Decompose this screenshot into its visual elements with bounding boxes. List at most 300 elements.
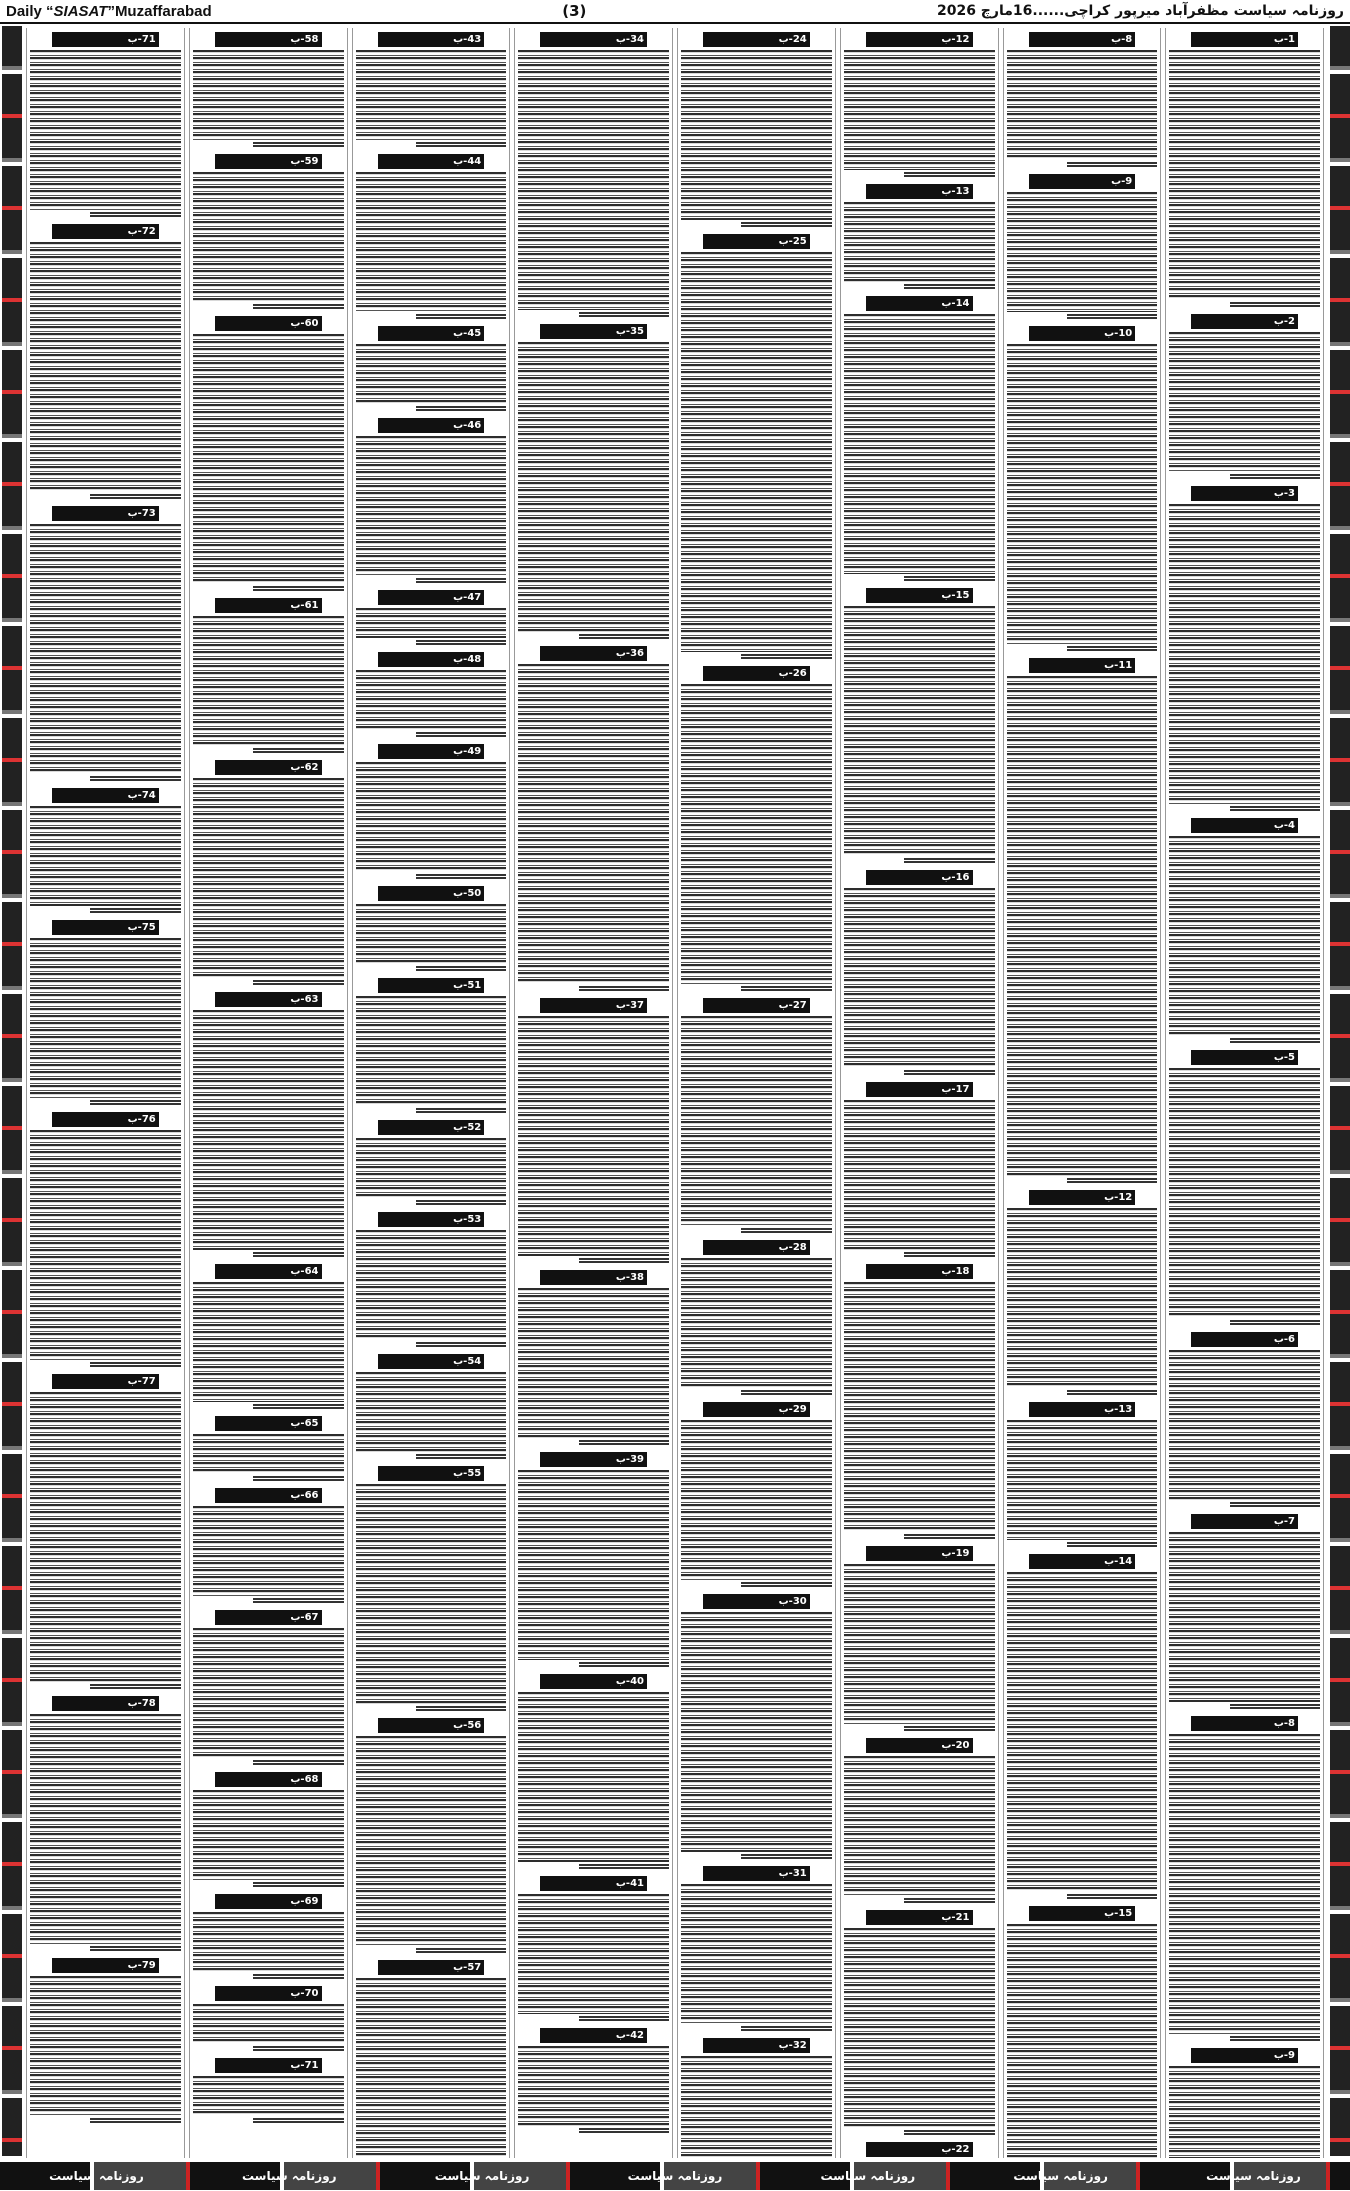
news-item-tag [378, 418, 485, 433]
news-item [1007, 174, 1158, 320]
news-item-tag [1191, 1332, 1298, 1347]
news-item-tag [1191, 32, 1298, 47]
news-item [30, 1112, 181, 1368]
news-item-number: 69-ب [290, 1896, 319, 1907]
news-item-tag [378, 326, 485, 341]
news-item-tag [866, 1264, 973, 1279]
news-item-tag [866, 588, 973, 603]
news-item-text [518, 1470, 669, 1660]
news-item-number: 62-ب [290, 762, 319, 773]
news-item-closing-line [904, 284, 994, 290]
news-item-closing-line [579, 1864, 669, 1870]
news-item-text [356, 1736, 507, 1946]
news-item-text [844, 314, 995, 574]
news-item-closing-line [90, 494, 180, 500]
news-item-text [518, 1692, 669, 1862]
news-item-tag [378, 1466, 485, 1481]
news-item-closing-line [416, 732, 506, 738]
news-item-tag [703, 2038, 810, 2053]
footer-label: روزنامہ سیاست [1206, 2169, 1301, 2183]
news-item [1007, 1402, 1158, 1548]
news-item-closing-line [904, 172, 994, 178]
news-item-tag [866, 1546, 973, 1561]
news-item [681, 32, 832, 228]
news-item [844, 870, 995, 1076]
news-item-number: 9-ب [1111, 176, 1133, 187]
news-column [26, 28, 185, 2158]
news-item-number: 50-ب [453, 888, 482, 899]
news-item-number: 2-ب [1273, 316, 1295, 327]
news-item-number: 9-ب [1273, 2050, 1295, 2061]
news-item-number: 36-ب [615, 648, 644, 659]
page-number: (3) [562, 2, 587, 20]
news-item-tag [378, 1212, 485, 1227]
news-item [356, 326, 507, 412]
news-item-closing-line [741, 2026, 831, 2032]
news-item-number: 12-ب [941, 34, 970, 45]
news-item-closing-line [416, 966, 506, 972]
news-item-text [1169, 1350, 1320, 1500]
news-item-number: 43-ب [453, 34, 482, 45]
news-item-tag [1029, 1554, 1136, 1569]
news-item [193, 1416, 344, 1482]
news-item-closing-line [416, 1454, 506, 1460]
news-item-closing-line [1067, 1894, 1157, 1900]
news-item-number: 56-ب [453, 1720, 482, 1731]
news-item-text [30, 524, 181, 774]
news-item-number: 18-ب [941, 1266, 970, 1277]
news-item-text [1007, 1208, 1158, 1388]
news-item-number: 34-ب [615, 34, 644, 45]
news-item-number: 53-ب [453, 1214, 482, 1225]
news-item-number: 48-ب [453, 654, 482, 665]
news-item [193, 1986, 344, 2052]
news-item-number: 4-ب [1273, 820, 1295, 831]
news-item-closing-line [904, 1534, 994, 1540]
news-item [193, 316, 344, 592]
news-item-number: 13-ب [1104, 1404, 1133, 1415]
news-item-closing-line [904, 858, 994, 864]
news-column [677, 28, 836, 2158]
news-item-tag [215, 598, 322, 613]
news-item [518, 1674, 669, 1870]
news-item-text [1007, 676, 1158, 1176]
news-item [356, 1960, 507, 2158]
news-item [356, 32, 507, 148]
news-item-number: 49-ب [453, 746, 482, 757]
news-item-text [844, 1756, 995, 1896]
news-item-closing-line [253, 2046, 343, 2052]
news-item [193, 598, 344, 754]
news-item-text [1169, 1068, 1320, 1318]
news-item [1169, 314, 1320, 480]
news-item-number: 13-ب [941, 186, 970, 197]
news-item-text [844, 50, 995, 170]
news-item-text [1169, 1532, 1320, 1702]
news-item-closing-line [741, 1390, 831, 1396]
news-item-tag [703, 234, 810, 249]
news-item-closing-line [579, 2016, 669, 2022]
news-item [1169, 32, 1320, 308]
news-item-closing-line [253, 1476, 343, 1482]
news-item-tag [866, 870, 973, 885]
news-item [356, 418, 507, 584]
news-item [681, 1594, 832, 1860]
news-item [30, 1958, 181, 2124]
news-item-closing-line [416, 874, 506, 880]
news-item-number: 55-ب [453, 1468, 482, 1479]
news-item-text [681, 684, 832, 984]
news-item [30, 788, 181, 914]
news-item-closing-line [253, 1974, 343, 1980]
news-item-closing-line [253, 304, 343, 310]
news-item-number: 37-ب [615, 1000, 644, 1011]
footer-strip [0, 2162, 1350, 2190]
news-item [356, 744, 507, 880]
news-item [844, 1082, 995, 1258]
news-item [193, 1264, 344, 1410]
news-item-number: 32-ب [778, 2040, 807, 2051]
news-item [1169, 1050, 1320, 1326]
news-item-closing-line [253, 1252, 343, 1258]
news-item-text [30, 50, 181, 210]
news-item-closing-line [253, 142, 343, 148]
news-item-text [30, 1976, 181, 2116]
footer-label: روزنامہ سیاست [434, 2169, 530, 2183]
news-item [356, 1120, 507, 1206]
news-item-tag [703, 666, 810, 681]
news-item-text [1007, 1420, 1158, 1540]
masthead-urdu-title: روزنامہ سیاست مظفرآباد میرپور کراچی......16مارچ 2026 [936, 3, 1344, 19]
news-item [356, 978, 507, 1114]
news-item-text [356, 670, 507, 730]
news-item-text [518, 1288, 669, 1438]
news-item [193, 32, 344, 148]
news-item-tag [866, 32, 973, 47]
news-item-closing-line [1067, 1542, 1157, 1548]
news-item-text [30, 1392, 181, 1682]
news-item [1169, 1716, 1320, 2042]
news-item-text [844, 1100, 995, 1250]
news-item-number: 31-ب [778, 1868, 807, 1879]
news-item-text [681, 1016, 832, 1226]
news-item-closing-line [1230, 1038, 1320, 1044]
news-item [1169, 2048, 1320, 2158]
news-item-text [1169, 504, 1320, 804]
news-item [1007, 1554, 1158, 1900]
news-item-tag [52, 506, 159, 521]
news-item-tag [540, 1674, 647, 1689]
news-item-number: 65-ب [290, 1418, 319, 1429]
news-item-number: 41-ب [615, 1878, 644, 1889]
news-item-tag [215, 1416, 322, 1431]
news-item-closing-line [253, 980, 343, 986]
news-item-number: 29-ب [778, 1404, 807, 1415]
news-item-tag [378, 978, 485, 993]
news-item-text [1007, 1924, 1158, 2158]
news-item-number: 70-ب [290, 1988, 319, 1999]
news-item-closing-line [579, 2128, 669, 2134]
news-item-text [844, 1282, 995, 1532]
news-item-number: 44-ب [453, 156, 482, 167]
news-item-tag [703, 1594, 810, 1609]
news-item [681, 2038, 832, 2158]
news-item [356, 886, 507, 972]
news-item-closing-line [1067, 314, 1157, 320]
news-item-text [30, 938, 181, 1098]
news-item-tag [1191, 2048, 1298, 2063]
news-item-tag [215, 154, 322, 169]
news-item-closing-line [904, 576, 994, 582]
news-item-tag [866, 1910, 973, 1925]
news-item-text [193, 172, 344, 302]
news-item [30, 1696, 181, 1952]
news-item [356, 1212, 507, 1348]
news-item-number: 68-ب [290, 1774, 319, 1785]
footer-label: روزنامہ سیاست [820, 2169, 916, 2183]
news-item [193, 760, 344, 986]
news-item-text [844, 1928, 995, 2128]
news-item-text [1169, 836, 1320, 1036]
news-item-number: 46-ب [453, 420, 482, 431]
news-item-tag [215, 1610, 322, 1625]
news-item-closing-line [416, 1342, 506, 1348]
news-item-text [356, 904, 507, 964]
news-item-text [681, 252, 832, 652]
news-item-number: 59-ب [290, 156, 319, 167]
footer-label: روزنامہ سیاست [627, 2169, 723, 2183]
news-item [356, 154, 507, 320]
news-item [844, 1910, 995, 2136]
news-item [193, 992, 344, 1258]
news-item-number: 14-ب [1104, 1556, 1133, 1567]
news-item-closing-line [253, 586, 343, 592]
news-item-closing-line [416, 406, 506, 412]
news-item-closing-line [90, 212, 180, 218]
news-item-text [193, 1506, 344, 1596]
news-item-number: 60-ب [290, 318, 319, 329]
news-item-number: 14-ب [941, 298, 970, 309]
masthead-english-title: Daily “SIASAT”Muzaffarabad [6, 2, 212, 20]
news-item-text [30, 1130, 181, 1360]
news-item-tag [540, 646, 647, 661]
news-item-number: 54-ب [453, 1356, 482, 1367]
news-item-text [518, 342, 669, 632]
news-item [518, 1270, 669, 1446]
news-item-tag [378, 1718, 485, 1733]
news-item-number: 66-ب [290, 1490, 319, 1501]
news-item-closing-line [90, 1100, 180, 1106]
news-item-text [681, 1258, 832, 1388]
news-item-number: 16-ب [941, 872, 970, 883]
news-item-tag [1191, 1514, 1298, 1529]
news-item-text [30, 806, 181, 906]
news-item-number: 40-ب [615, 1676, 644, 1687]
news-item-tag [1029, 174, 1136, 189]
news-item [844, 588, 995, 864]
news-column [1003, 28, 1162, 2158]
news-item-tag [52, 920, 159, 935]
news-item [30, 224, 181, 500]
news-item-text [193, 778, 344, 978]
news-item-text [681, 1884, 832, 2024]
news-item-number: 10-ب [1104, 328, 1133, 339]
news-item-closing-line [579, 1258, 669, 1264]
news-item-text [518, 50, 669, 310]
news-item-tag [378, 886, 485, 901]
news-item-closing-line [1230, 302, 1320, 308]
news-item-number: 8-ب [1273, 1718, 1295, 1729]
news-item-text [1169, 50, 1320, 300]
news-item-text [1007, 1572, 1158, 1892]
news-item-tag [1029, 1190, 1136, 1205]
news-item-tag [215, 1986, 322, 2001]
news-item-tag [866, 184, 973, 199]
news-item-closing-line [579, 312, 669, 318]
news-item-text [356, 50, 507, 140]
news-item-number: 64-ب [290, 1266, 319, 1277]
news-item-number: 72-ب [127, 226, 156, 237]
news-item-closing-line [416, 1706, 506, 1712]
news-item-closing-line [1230, 2036, 1320, 2042]
news-item-tag [866, 1082, 973, 1097]
news-item-number: 7-ب [1273, 1516, 1295, 1527]
news-item-tag [378, 1960, 485, 1975]
news-item-text [681, 2056, 832, 2158]
news-item-text [1007, 50, 1158, 160]
news-column [352, 28, 511, 2158]
news-column [189, 28, 348, 2158]
news-item-closing-line [904, 2130, 994, 2136]
news-item [356, 1718, 507, 1954]
news-item-number: 38-ب [615, 1272, 644, 1283]
news-column [1165, 28, 1324, 2158]
news-item-text [356, 996, 507, 1106]
news-item-number: 51-ب [453, 980, 482, 991]
footer-label: روزنامہ سیاست [1013, 2169, 1108, 2183]
news-item-text [518, 664, 669, 984]
news-item-tag [1029, 658, 1136, 673]
footer-label: روزنامہ سیاست [241, 2169, 337, 2183]
news-item-text [30, 1714, 181, 1944]
news-item [193, 154, 344, 310]
news-item-text [681, 1612, 832, 1852]
news-item-closing-line [579, 1440, 669, 1446]
news-item-number: 1-ب [1273, 34, 1295, 45]
news-item-text [518, 2046, 669, 2126]
news-item-number: 58-ب [290, 34, 319, 45]
news-item-closing-line [416, 1948, 506, 1954]
news-item-tag [703, 1240, 810, 1255]
news-item-tag [215, 1264, 322, 1279]
news-item [193, 1610, 344, 1766]
news-item-tag [866, 296, 973, 311]
news-item [844, 1546, 995, 1732]
news-item-closing-line [1067, 646, 1157, 652]
news-item-number: 15-ب [941, 590, 970, 601]
news-item [1169, 1332, 1320, 1508]
news-item-number: 15-ب [1104, 1908, 1133, 1919]
news-item-tag [540, 32, 647, 47]
news-item-number: 30-ب [778, 1596, 807, 1607]
news-item-closing-line [741, 1854, 831, 1860]
news-item-tag [540, 1876, 647, 1891]
news-item-closing-line [1067, 162, 1157, 168]
news-item [193, 2058, 344, 2124]
news-column [840, 28, 999, 2158]
news-item-closing-line [1230, 806, 1320, 812]
news-item [30, 1374, 181, 1690]
news-item-closing-line [1230, 1502, 1320, 1508]
news-item-closing-line [579, 1662, 669, 1668]
news-item-closing-line [416, 578, 506, 584]
news-item [518, 1876, 669, 2022]
news-item [518, 646, 669, 992]
news-item-number: 26-ب [778, 668, 807, 679]
news-item-number: 47-ب [453, 592, 482, 603]
news-item-closing-line [416, 142, 506, 148]
news-item-text [1007, 344, 1158, 644]
news-item-number: 11-ب [1104, 660, 1133, 671]
news-item-number: 57-ب [453, 1962, 482, 1973]
news-item-number: 3-ب [1273, 488, 1295, 499]
news-item-tag [1029, 1906, 1136, 1921]
news-item-closing-line [904, 1898, 994, 1904]
news-item [844, 2142, 995, 2158]
news-item-tag [52, 1374, 159, 1389]
news-item-number: 21-ب [941, 1912, 970, 1923]
news-item-text [518, 1016, 669, 1256]
news-item-tag [703, 1866, 810, 1881]
news-item [844, 296, 995, 582]
masthead-brand: SIASAT [53, 2, 108, 20]
news-item-number: 5-ب [1273, 1052, 1295, 1063]
news-item-number: 74-ب [127, 790, 156, 801]
news-item-text [193, 50, 344, 140]
news-item-text [193, 1790, 344, 1880]
news-item [193, 1894, 344, 1980]
news-item [681, 1240, 832, 1396]
news-item-closing-line [90, 2118, 180, 2124]
news-item-number: 77-ب [127, 1376, 156, 1387]
news-item [518, 998, 669, 1264]
news-item-number: 6-ب [1273, 1334, 1295, 1345]
news-item-tag [1191, 1716, 1298, 1731]
news-item-text [1169, 1734, 1320, 2034]
news-item-text [193, 1434, 344, 1474]
news-item [844, 32, 995, 178]
news-item-tag [378, 1120, 485, 1135]
news-item-tag [52, 1958, 159, 1973]
news-item-tag [378, 32, 485, 47]
news-item-number: 12-ب [1104, 1192, 1133, 1203]
news-item [681, 998, 832, 1234]
news-item-tag [378, 652, 485, 667]
masthead [0, 0, 1350, 24]
news-item-closing-line [253, 748, 343, 754]
news-item-text [681, 1420, 832, 1580]
news-item-text [193, 616, 344, 746]
news-item-text [356, 1978, 507, 2158]
news-item-text [518, 1894, 669, 2014]
news-item-text [356, 1484, 507, 1704]
news-item-number: 78-ب [127, 1698, 156, 1709]
news-item-tag [703, 1402, 810, 1417]
news-item-text [844, 888, 995, 1068]
news-item-tag [52, 32, 159, 47]
news-item-closing-line [90, 776, 180, 782]
news-item-tag [866, 2142, 973, 2157]
